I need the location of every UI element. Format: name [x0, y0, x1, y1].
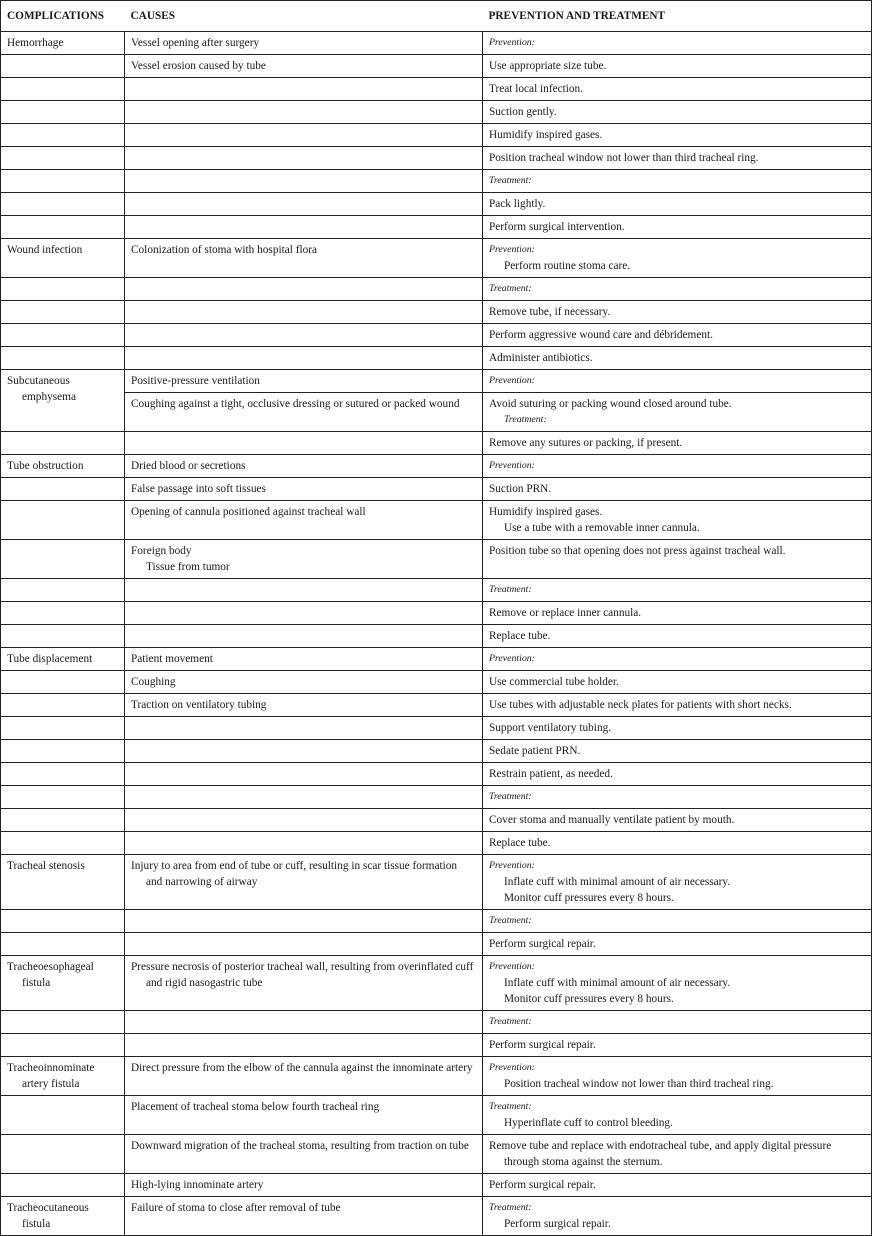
complication-cell: [1, 501, 125, 540]
prevention-treatment-cell: [483, 239, 872, 278]
prevention-treatment-cell: [483, 763, 872, 786]
header-prevention-treatment: PREVENTION AND TREATMENT: [483, 1, 872, 32]
complication-cell: [1, 540, 125, 579]
complication-cell: [1, 278, 125, 301]
table-row: [1, 1011, 872, 1034]
cause-cell: [125, 478, 483, 501]
complication-cell: [1, 1034, 125, 1057]
section-label: Treatment:: [489, 175, 532, 186]
prevention-treatment-cell: [483, 278, 872, 301]
cause-cell: [125, 347, 483, 370]
complication-cell: [1, 78, 125, 101]
table-row: [1, 347, 872, 370]
action-text: Cover stoma and manually ventilate patient by mouth.: [489, 814, 735, 826]
complication-cell: [1, 301, 125, 324]
complication-text: Tracheocutaneous fistula: [7, 1202, 89, 1230]
prevention-treatment-cell: [483, 602, 872, 625]
cause-cell: [125, 170, 483, 193]
table-row: [1, 324, 872, 347]
complication-cell: [1, 1197, 125, 1236]
action-text: Humidify inspired gases.: [489, 506, 603, 518]
header-complications: COMPLICATIONS: [1, 1, 125, 32]
complication-cell: [1, 786, 125, 809]
prevention-treatment-cell: [483, 933, 872, 956]
cause-text: Positive-pressure ventilation: [131, 375, 260, 387]
cause-cell: [125, 740, 483, 763]
cause-cell: [125, 501, 483, 540]
cause-cell: [125, 216, 483, 239]
cause-text: High-lying innominate artery: [131, 1179, 264, 1191]
section-label: Treatment:: [504, 414, 547, 425]
cause-text: Placement of tracheal stoma below fourth tracheal ring: [131, 1101, 380, 1113]
cause-cell: [125, 786, 483, 809]
table-row: [1, 101, 872, 124]
table-row: [1, 579, 872, 602]
table-row: [1, 933, 872, 956]
cause-text: Coughing: [131, 676, 176, 688]
cause-text: Vessel opening after surgery: [131, 37, 260, 49]
cause-cell: [125, 832, 483, 855]
table-row: [1, 786, 872, 809]
cause-cell: [125, 147, 483, 170]
complication-text: Tracheoesophageal fistula: [7, 961, 94, 989]
action-text: Perform surgical intervention.: [489, 221, 625, 233]
section-label: Prevention:: [489, 961, 535, 972]
complication-cell: [1, 910, 125, 933]
cause-text: Vessel erosion caused by tube: [131, 60, 266, 72]
complication-cell: [1, 55, 125, 78]
prevention-treatment-cell: [483, 147, 872, 170]
action-text: Administer antibiotics.: [489, 352, 593, 364]
prevention-treatment-cell: [483, 101, 872, 124]
action-text: Use commercial tube holder.: [489, 676, 619, 688]
cause-text: Dried blood or secretions: [131, 460, 246, 472]
cause-cell: [125, 602, 483, 625]
section-label: Prevention:: [489, 1062, 535, 1073]
cause-cell: [125, 694, 483, 717]
complication-cell: [1, 694, 125, 717]
cause-text: Coughing against a tight, occlusive dressing or sutured or packed wound: [131, 398, 460, 410]
table-row: [1, 832, 872, 855]
table-row: [1, 170, 872, 193]
table-row: [1, 78, 872, 101]
prevention-treatment-cell: [483, 648, 872, 671]
prevention-treatment-cell: [483, 625, 872, 648]
action-text: Suction gently.: [489, 106, 557, 118]
action-text: Humidify inspired gases.: [489, 129, 603, 141]
cause-text: Failure of stoma to close after removal of tube: [131, 1202, 341, 1214]
complication-cell: [1, 324, 125, 347]
cause-text: Downward migration of the tracheal stoma, resulting from traction on tube: [131, 1140, 469, 1152]
prevention-treatment-cell: [483, 740, 872, 763]
table-row: [1, 1034, 872, 1057]
cause-cell: [125, 1135, 483, 1174]
cause-cell: [125, 193, 483, 216]
complication-cell: [1, 216, 125, 239]
cause-text: Foreign body: [131, 545, 192, 557]
cause-cell: [125, 78, 483, 101]
table-row: [1, 809, 872, 832]
complication-text: Tracheal stenosis: [7, 860, 85, 872]
complication-cell: [1, 740, 125, 763]
action-text: Perform surgical repair.: [489, 1039, 596, 1051]
action-text: Perform routine stoma care.: [504, 260, 631, 272]
prevention-treatment-cell: [483, 809, 872, 832]
action-text: Perform surgical repair.: [504, 1218, 611, 1230]
cause-cell: [125, 671, 483, 694]
prevention-treatment-cell: [483, 786, 872, 809]
prevention-treatment-cell: [483, 855, 872, 910]
action-text: Inflate cuff with minimal amount of air necessary.: [504, 876, 731, 888]
table-row: [1, 540, 872, 579]
prevention-treatment-cell: [483, 193, 872, 216]
complication-cell: [1, 1096, 125, 1135]
prevention-treatment-cell: [483, 501, 872, 540]
prevention-treatment-cell: [483, 324, 872, 347]
complication-cell: [1, 855, 125, 910]
complication-cell: [1, 124, 125, 147]
prevention-treatment-cell: [483, 370, 872, 393]
cause-cell: [125, 855, 483, 910]
cause-cell: [125, 124, 483, 147]
table-row: [1, 393, 872, 432]
table-row: [1, 1057, 872, 1096]
action-text: Remove or replace inner cannula.: [489, 607, 642, 619]
action-text: Inflate cuff with minimal amount of air necessary.: [504, 977, 731, 989]
complication-cell: [1, 478, 125, 501]
table-row: [1, 124, 872, 147]
complication-cell: [1, 1174, 125, 1197]
table-row: [1, 501, 872, 540]
cause-cell: [125, 278, 483, 301]
cause-cell: [125, 763, 483, 786]
complication-cell: [1, 1011, 125, 1034]
complication-cell: [1, 579, 125, 602]
cause-text: Colonization of stoma with hospital flora: [131, 244, 318, 256]
complication-text: Tube obstruction: [7, 460, 84, 472]
table-row: [1, 1096, 872, 1135]
prevention-treatment-cell: [483, 956, 872, 1011]
section-label: Prevention:: [489, 653, 535, 664]
prevention-treatment-cell: [483, 455, 872, 478]
prevention-treatment-cell: [483, 347, 872, 370]
action-text: Perform surgical repair.: [489, 938, 596, 950]
cause-cell: [125, 1057, 483, 1096]
action-text: Use tubes with adjustable neck plates for patients with short necks.: [489, 699, 792, 711]
table-row: [1, 763, 872, 786]
section-label: Prevention:: [489, 244, 535, 255]
prevention-treatment-cell: [483, 694, 872, 717]
prevention-treatment-cell: [483, 671, 872, 694]
prevention-treatment-cell: [483, 432, 872, 455]
table-row: [1, 432, 872, 455]
complication-cell: [1, 239, 125, 278]
prevention-treatment-cell: [483, 910, 872, 933]
complication-cell: [1, 370, 125, 432]
section-label: Treatment:: [489, 1202, 532, 1213]
cause-text: Direct pressure from the elbow of the cannula against the innominate artery: [131, 1062, 473, 1074]
complication-cell: [1, 32, 125, 55]
complication-cell: [1, 671, 125, 694]
cause-cell: [125, 432, 483, 455]
action-text: Remove tube, if necessary.: [489, 306, 611, 318]
complication-cell: [1, 809, 125, 832]
table-row: [1, 32, 872, 55]
complication-text: Subcutaneous emphysema: [7, 375, 76, 403]
action-text: Replace tube.: [489, 630, 551, 642]
section-label: Prevention:: [489, 860, 535, 871]
complication-cell: [1, 1135, 125, 1174]
cause-cell: [125, 324, 483, 347]
cause-cell: [125, 579, 483, 602]
complication-cell: [1, 147, 125, 170]
cause-cell: [125, 455, 483, 478]
complication-cell: [1, 717, 125, 740]
table-row: [1, 216, 872, 239]
complication-text: Tracheoinnominate artery fistula: [7, 1062, 95, 1090]
section-label: Treatment:: [489, 915, 532, 926]
complication-cell: [1, 432, 125, 455]
complication-cell: [1, 956, 125, 1011]
cause-text: Patient movement: [131, 653, 213, 665]
cause-text: Opening of cannula positioned against tracheal wall: [131, 506, 366, 518]
cause-cell: [125, 717, 483, 740]
table-row: [1, 602, 872, 625]
table-row: [1, 455, 872, 478]
prevention-treatment-cell: [483, 832, 872, 855]
complication-cell: [1, 625, 125, 648]
cause-cell: [125, 301, 483, 324]
action-text: Suction PRN.: [489, 483, 552, 495]
cause-cell: [125, 101, 483, 124]
table-row: [1, 956, 872, 1011]
section-label: Treatment:: [489, 283, 532, 294]
section-label: Treatment:: [489, 791, 532, 802]
complication-cell: [1, 455, 125, 478]
cause-text: False passage into soft tissues: [131, 483, 266, 495]
prevention-treatment-cell: [483, 1197, 872, 1236]
prevention-treatment-cell: [483, 579, 872, 602]
cause-cell: [125, 32, 483, 55]
prevention-treatment-cell: [483, 32, 872, 55]
table-row: [1, 740, 872, 763]
action-text: Sedate patient PRN.: [489, 745, 581, 757]
cause-cell: [125, 1034, 483, 1057]
table-row: [1, 855, 872, 910]
table-row: [1, 301, 872, 324]
action-text: Restrain patient, as needed.: [489, 768, 613, 780]
complication-cell: [1, 933, 125, 956]
action-text: Perform surgical repair.: [489, 1179, 596, 1191]
table-row: [1, 717, 872, 740]
prevention-treatment-cell: [483, 540, 872, 579]
action-text: Avoid suturing or packing wound closed around tube.: [489, 398, 732, 410]
prevention-treatment-cell: [483, 124, 872, 147]
cause-cell: [125, 1174, 483, 1197]
prevention-treatment-cell: [483, 216, 872, 239]
section-label: Treatment:: [489, 584, 532, 595]
table-row: [1, 239, 872, 278]
cause-cell: [125, 956, 483, 1011]
action-text: Remove tube and replace with endotracheal tube, and apply digital pressure through stoma against the sternum.: [489, 1140, 832, 1168]
table-row: [1, 1197, 872, 1236]
cause-cell: [125, 55, 483, 78]
complication-cell: [1, 101, 125, 124]
action-text: Support ventilatory tubing.: [489, 722, 612, 734]
action-text: Use a tube with a removable inner cannula.: [504, 522, 700, 534]
section-label: Treatment:: [489, 1101, 532, 1112]
action-text: Remove any sutures or packing, if present.: [489, 437, 683, 449]
prevention-treatment-cell: [483, 170, 872, 193]
prevention-treatment-cell: [483, 717, 872, 740]
cause-text: Traction on ventilatory tubing: [131, 699, 267, 711]
action-text: Pack lightly.: [489, 198, 546, 210]
table-row: [1, 193, 872, 216]
prevention-treatment-cell: [483, 393, 872, 432]
cause-cell: [125, 393, 483, 432]
header-causes: CAUSES: [125, 1, 483, 32]
prevention-treatment-cell: [483, 1057, 872, 1096]
cause-cell: [125, 910, 483, 933]
complication-text: Wound infection: [7, 244, 83, 256]
cause-cell: [125, 1011, 483, 1034]
prevention-treatment-cell: [483, 1174, 872, 1197]
table-row: [1, 278, 872, 301]
cause-cell: [125, 540, 483, 579]
action-text: Perform aggressive wound care and débridement.: [489, 329, 713, 341]
prevention-treatment-cell: [483, 1096, 872, 1135]
complication-cell: [1, 602, 125, 625]
action-text: Hyperinflate cuff to control bleeding.: [504, 1117, 673, 1129]
cause-text: Injury to area from end of tube or cuff, resulting in scar tissue formation and narrowing of airway: [131, 860, 458, 888]
cause-subtext: Tissue from tumor: [146, 561, 230, 573]
prevention-treatment-cell: [483, 1135, 872, 1174]
prevention-treatment-cell: [483, 78, 872, 101]
cause-cell: [125, 625, 483, 648]
table-row: [1, 370, 872, 393]
table-row: [1, 478, 872, 501]
table-row: [1, 55, 872, 78]
prevention-treatment-cell: [483, 1011, 872, 1034]
complication-text: Hemorrhage: [7, 37, 64, 49]
complication-cell: [1, 347, 125, 370]
complication-cell: [1, 763, 125, 786]
action-text: Position tracheal window not lower than third tracheal ring.: [489, 152, 759, 164]
prevention-treatment-cell: [483, 478, 872, 501]
section-label: Prevention:: [489, 37, 535, 48]
prevention-treatment-cell: [483, 1034, 872, 1057]
action-text: Replace tube.: [489, 837, 551, 849]
complication-cell: [1, 832, 125, 855]
prevention-treatment-cell: [483, 301, 872, 324]
action-text: Position tracheal window not lower than third tracheal ring.: [504, 1078, 774, 1090]
table-row: [1, 147, 872, 170]
complication-cell: [1, 648, 125, 671]
prevention-treatment-cell: [483, 55, 872, 78]
cause-cell: [125, 933, 483, 956]
cause-cell: [125, 370, 483, 393]
cause-cell: [125, 809, 483, 832]
complication-cell: [1, 170, 125, 193]
table-row: [1, 694, 872, 717]
section-label: Prevention:: [489, 375, 535, 386]
section-label: Prevention:: [489, 460, 535, 471]
complication-cell: [1, 193, 125, 216]
cause-cell: [125, 648, 483, 671]
table-row: [1, 1174, 872, 1197]
complication-text: Tube displacement: [7, 653, 93, 665]
table-row: [1, 671, 872, 694]
action-text: Treat local infection.: [489, 83, 584, 95]
section-label: Treatment:: [489, 1016, 532, 1027]
table-body: [1, 32, 872, 1236]
action-text: Use appropriate size tube.: [489, 60, 607, 72]
table-row: [1, 1135, 872, 1174]
action-text: Monitor cuff pressures every 8 hours.: [504, 993, 674, 1005]
action-text: Monitor cuff pressures every 8 hours.: [504, 892, 674, 904]
table-header-row: [1, 1, 872, 32]
cause-cell: [125, 1197, 483, 1236]
table-row: [1, 910, 872, 933]
table-row: [1, 648, 872, 671]
cause-cell: [125, 239, 483, 278]
complication-cell: [1, 1057, 125, 1096]
cause-cell: [125, 1096, 483, 1135]
action-text: Position tube so that opening does not press against tracheal wall.: [489, 545, 786, 557]
table-row: [1, 625, 872, 648]
cause-text: Pressure necrosis of posterior tracheal wall, resulting from overinflated cuff and rigid nasogastric tube: [131, 961, 474, 989]
